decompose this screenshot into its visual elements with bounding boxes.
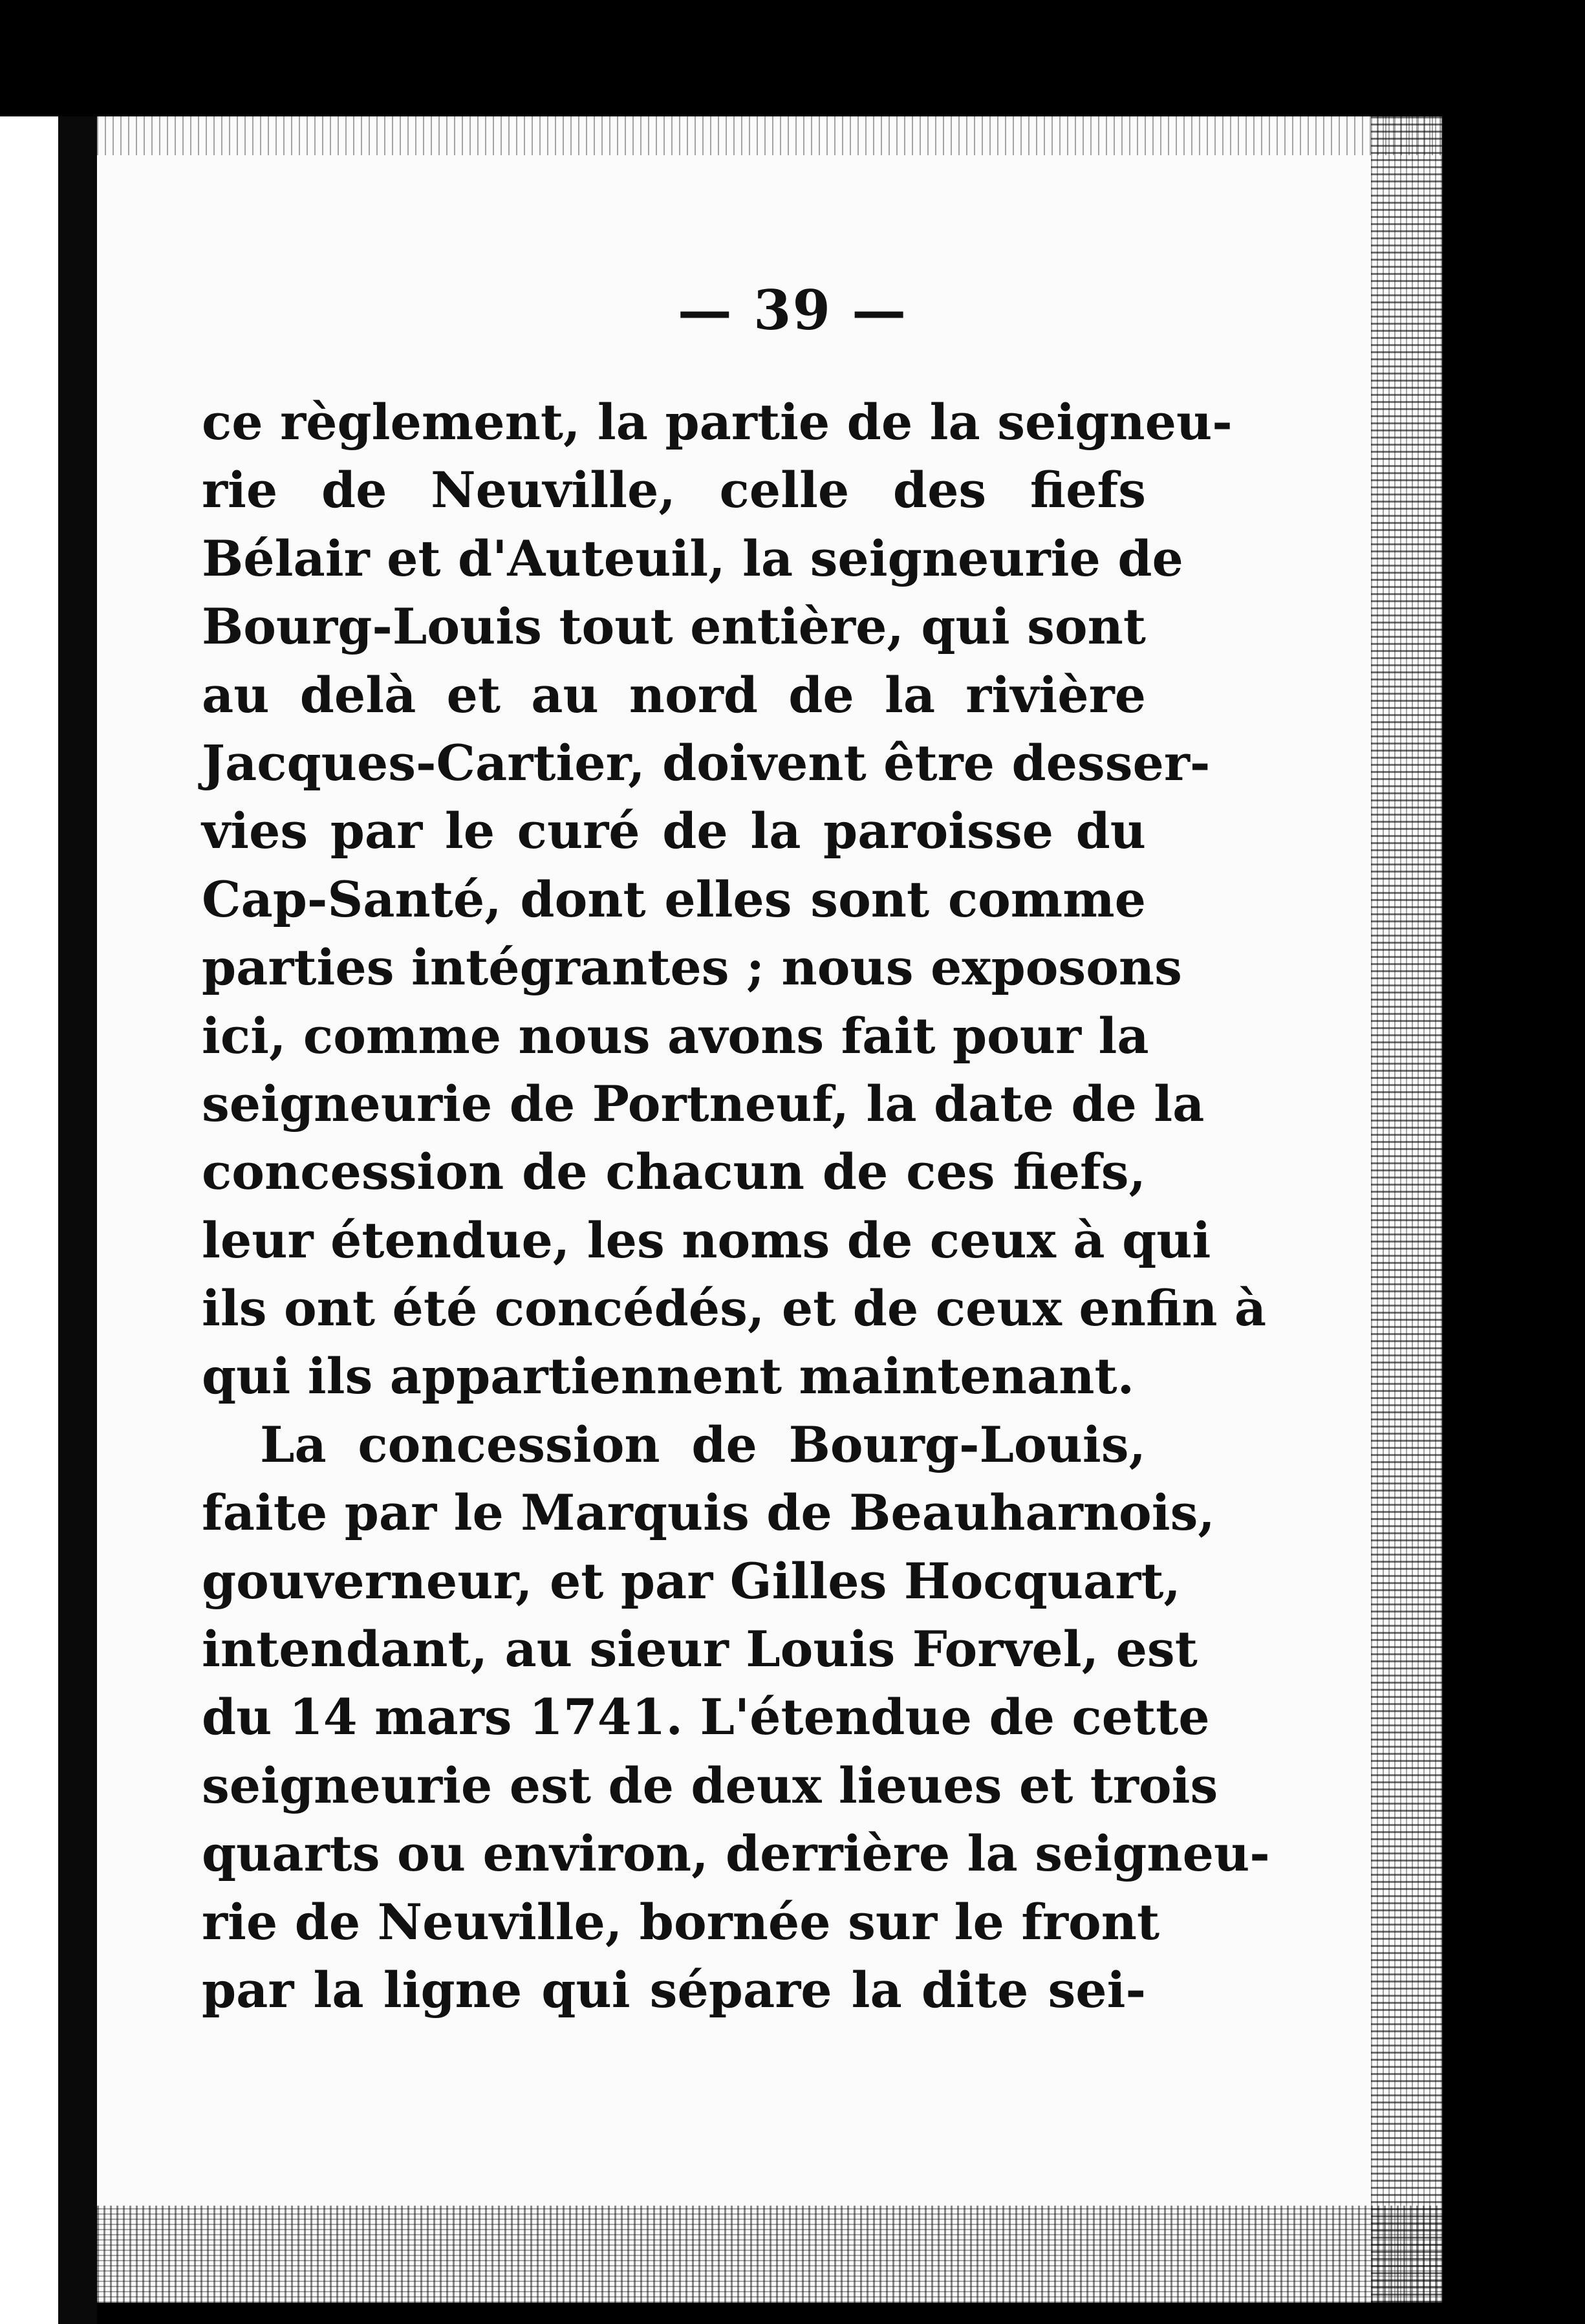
- body-text: [202, 388, 1270, 2024]
- text-line: Cap-Santé, dont elles sont comme: [202, 870, 1146, 928]
- text-line: ce règlement, la partie de la seigneu-: [202, 393, 1233, 451]
- text-line: parties intégrantes ; nous exposons: [202, 939, 1182, 997]
- text-line: faite par le Marquis de Beauharnois,: [202, 1484, 1215, 1542]
- text-line: Bourg-Louis tout entière, qui sont: [202, 598, 1146, 656]
- text-line: Jacques-Cartier, doivent être desser-: [202, 733, 1211, 792]
- text-line: ici, comme nous avons fait pour la: [202, 1006, 1149, 1065]
- text-line: leur étendue, les noms de ceux à qui: [202, 1211, 1211, 1269]
- text-line: vies par le curé de la paroisse du: [202, 802, 1146, 860]
- text-line: ils ont été concédés, et de ceux enfin à: [202, 1279, 1267, 1338]
- scan-left-edge: [0, 116, 58, 2324]
- scan-left-shadow: [58, 116, 97, 2324]
- text-line: rie de Neuville, celle des fiefs: [202, 461, 1146, 519]
- scan-noise-top: [97, 116, 1442, 155]
- paragraph-start-line: La concession de Bourg-Louis,: [260, 1415, 1146, 1473]
- text-line: rie de Neuville, bornée sur le front: [202, 1893, 1160, 1951]
- text-line: du 14 mars 1741. L'étendue de cette: [202, 1688, 1210, 1746]
- text-line: par la ligne qui sépare la dite sei-: [202, 1960, 1146, 2019]
- text-line: seigneurie est de deux lieues et trois: [202, 1756, 1218, 1814]
- text-line: Bélair et d'Auteuil, la seigneurie de: [202, 529, 1183, 587]
- page-number: — 39 —: [677, 278, 908, 342]
- text-line: gouverneur, et par Gilles Hocquart,: [202, 1552, 1181, 1610]
- paragraph-end-line: qui ils appartiennent maintenant.: [202, 1347, 1135, 1406]
- text-line: intendant, au sieur Louis Forvel, est: [202, 1620, 1198, 1678]
- scan-noise-bottom: [97, 2206, 1442, 2303]
- text-line: quarts ou environ, derrière la seigneu-: [202, 1825, 1270, 1883]
- text-line: concession de chacun de ces fiefs,: [202, 1143, 1146, 1201]
- text-line: au delà et au nord de la rivière: [202, 666, 1146, 724]
- scan-noise-right: [1371, 116, 1442, 2303]
- text-line: seigneurie de Portneuf, la date de la: [202, 1074, 1205, 1133]
